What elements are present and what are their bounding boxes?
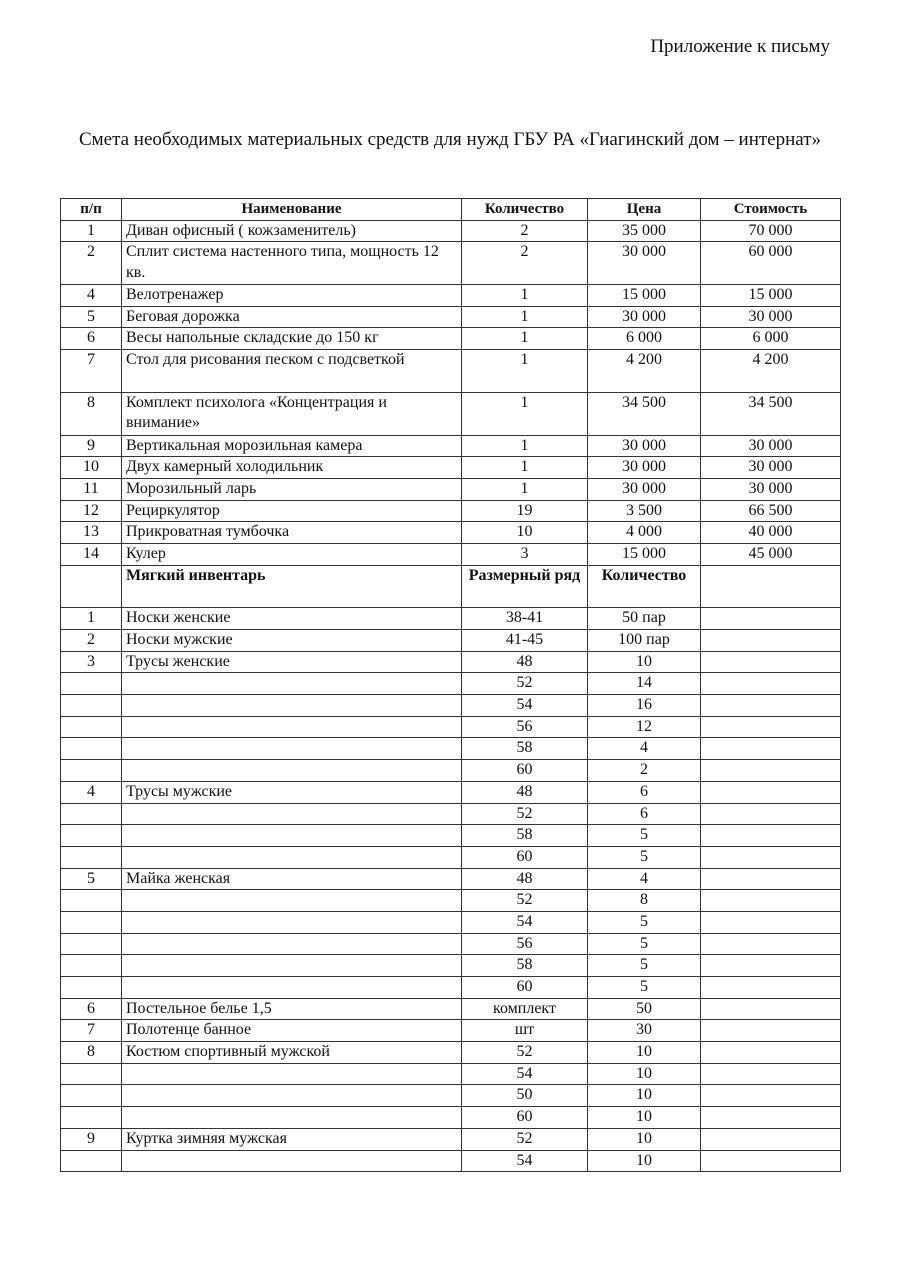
empty-cell	[701, 933, 841, 955]
item-size: комплект	[462, 998, 588, 1020]
empty-cell	[701, 955, 841, 977]
item-name: Беговая дорожка	[122, 306, 462, 328]
item-name	[122, 825, 462, 847]
item-cost: 30 000	[701, 435, 841, 457]
row-number: 8	[61, 1042, 122, 1064]
table-row	[61, 738, 841, 760]
item-price: 4 200	[588, 350, 701, 393]
table-row	[61, 630, 841, 652]
empty-cell	[701, 781, 841, 803]
row-number: 2	[61, 242, 122, 285]
row-number: 7	[61, 1020, 122, 1042]
item-size: 48	[462, 781, 588, 803]
item-cost: 60 000	[701, 242, 841, 285]
table-row	[61, 350, 841, 393]
table-row	[61, 1150, 841, 1172]
item-size: 58	[462, 738, 588, 760]
item-name	[122, 911, 462, 933]
column-header-name: Наименование	[122, 199, 462, 221]
row-number	[61, 803, 122, 825]
column-header-cost: Стоимость	[701, 199, 841, 221]
item-name	[122, 673, 462, 695]
item-quantity: 6	[588, 803, 701, 825]
item-quantity: 100 пар	[588, 630, 701, 652]
item-cost: 15 000	[701, 285, 841, 307]
table-row	[61, 1020, 841, 1042]
item-quantity: 1	[462, 457, 588, 479]
soft-inventory-header	[61, 565, 841, 608]
empty-cell	[701, 890, 841, 912]
item-size: 56	[462, 716, 588, 738]
soft-quantity-header: Количество	[588, 565, 701, 608]
item-name: Вертикальная морозильная камера	[122, 435, 462, 457]
item-quantity: 50 пар	[588, 608, 701, 630]
item-quantity: 10	[588, 1107, 701, 1129]
item-name: Кулер	[122, 543, 462, 565]
table-row	[61, 285, 841, 307]
row-number	[61, 695, 122, 717]
item-price: 30 000	[588, 306, 701, 328]
row-number: 13	[61, 522, 122, 544]
item-size: 38-41	[462, 608, 588, 630]
empty-cell	[701, 868, 841, 890]
row-number: 4	[61, 781, 122, 803]
table-row	[61, 955, 841, 977]
item-name	[122, 955, 462, 977]
item-name: Носки мужские	[122, 630, 462, 652]
empty-cell	[701, 998, 841, 1020]
row-number	[61, 1063, 122, 1085]
item-price: 30 000	[588, 435, 701, 457]
item-price: 6 000	[588, 328, 701, 350]
item-cost: 30 000	[701, 478, 841, 500]
table-row	[61, 1063, 841, 1085]
item-quantity: 10	[588, 1042, 701, 1064]
item-quantity: 1	[462, 392, 588, 435]
item-size: 60	[462, 846, 588, 868]
row-number	[61, 846, 122, 868]
row-number: 2	[61, 630, 122, 652]
empty-cell	[701, 738, 841, 760]
empty-cell	[701, 1107, 841, 1129]
item-name: Куртка зимняя мужская	[122, 1128, 462, 1150]
row-number: 10	[61, 457, 122, 479]
table-row	[61, 1107, 841, 1129]
item-quantity: 1	[462, 306, 588, 328]
item-quantity: 10	[588, 1085, 701, 1107]
table-row	[61, 608, 841, 630]
item-name: Трусы мужские	[122, 781, 462, 803]
table-row	[61, 435, 841, 457]
row-number	[61, 890, 122, 912]
table-row	[61, 695, 841, 717]
table-row	[61, 500, 841, 522]
table-row	[61, 478, 841, 500]
item-name	[122, 1150, 462, 1172]
item-name	[122, 1063, 462, 1085]
item-quantity: 50	[588, 998, 701, 1020]
item-cost: 30 000	[701, 457, 841, 479]
item-name: Костюм спортивный мужской	[122, 1042, 462, 1064]
row-number	[61, 716, 122, 738]
row-number: 4	[61, 285, 122, 307]
row-number	[61, 955, 122, 977]
item-quantity: 19	[462, 500, 588, 522]
item-name: Майка женская	[122, 868, 462, 890]
item-size: 52	[462, 803, 588, 825]
empty-cell	[701, 1020, 841, 1042]
empty-cell	[701, 1042, 841, 1064]
table-row	[61, 760, 841, 782]
item-size: 52	[462, 890, 588, 912]
item-name: Рециркулятор	[122, 500, 462, 522]
item-quantity: 5	[588, 911, 701, 933]
item-quantity: 5	[588, 955, 701, 977]
item-name	[122, 846, 462, 868]
item-quantity: 14	[588, 673, 701, 695]
row-number: 3	[61, 651, 122, 673]
item-name: Диван офисный ( кожзаменитель)	[122, 220, 462, 242]
row-number	[61, 911, 122, 933]
soft-inventory-title: Мягкий инвентарь	[122, 565, 462, 608]
column-header-quantity: Количество	[462, 199, 588, 221]
soft-inventory-section	[61, 608, 841, 1172]
item-quantity: 2	[588, 760, 701, 782]
empty-cell	[701, 695, 841, 717]
item-size: 48	[462, 651, 588, 673]
empty-cell	[701, 673, 841, 695]
item-quantity: 8	[588, 890, 701, 912]
item-size: 54	[462, 1063, 588, 1085]
item-cost: 70 000	[701, 220, 841, 242]
empty-cell	[701, 825, 841, 847]
row-number: 12	[61, 500, 122, 522]
item-quantity: 10	[462, 522, 588, 544]
column-header-price: Цена	[588, 199, 701, 221]
size-range-header: Размерный ряд	[462, 565, 588, 608]
row-number: 6	[61, 998, 122, 1020]
item-price: 35 000	[588, 220, 701, 242]
item-name	[122, 716, 462, 738]
item-name: Морозильный ларь	[122, 478, 462, 500]
subheader-empty-cell	[701, 565, 841, 608]
row-number	[61, 825, 122, 847]
item-name	[122, 933, 462, 955]
table-row	[61, 543, 841, 565]
item-price: 30 000	[588, 457, 701, 479]
item-quantity: 10	[588, 1128, 701, 1150]
table-row	[61, 933, 841, 955]
item-name: Велотренажер	[122, 285, 462, 307]
item-name: Весы напольные складские до 150 кг	[122, 328, 462, 350]
item-quantity: 1	[462, 435, 588, 457]
item-size: 48	[462, 868, 588, 890]
item-quantity: 1	[462, 285, 588, 307]
item-name	[122, 1107, 462, 1129]
row-number: 5	[61, 868, 122, 890]
item-cost: 6 000	[701, 328, 841, 350]
row-number: 5	[61, 306, 122, 328]
table-row	[61, 1085, 841, 1107]
item-cost: 66 500	[701, 500, 841, 522]
row-number	[61, 933, 122, 955]
item-size: 52	[462, 1042, 588, 1064]
item-name	[122, 695, 462, 717]
item-size: 60	[462, 977, 588, 999]
item-size: 41-45	[462, 630, 588, 652]
item-name	[122, 890, 462, 912]
table-row	[61, 868, 841, 890]
item-name: Постельное белье 1,5	[122, 998, 462, 1020]
item-cost: 4 200	[701, 350, 841, 393]
item-size: 54	[462, 1150, 588, 1172]
table-row	[61, 1128, 841, 1150]
table-row	[61, 651, 841, 673]
item-name	[122, 1085, 462, 1107]
table-row	[61, 522, 841, 544]
item-size: 54	[462, 911, 588, 933]
item-name	[122, 760, 462, 782]
empty-cell	[701, 608, 841, 630]
item-cost: 45 000	[701, 543, 841, 565]
table-row	[61, 998, 841, 1020]
empty-cell	[701, 846, 841, 868]
item-quantity: 5	[588, 977, 701, 999]
item-quantity: 2	[462, 220, 588, 242]
table-row	[61, 673, 841, 695]
item-size: 52	[462, 673, 588, 695]
empty-cell	[701, 630, 841, 652]
row-number: 7	[61, 350, 122, 393]
table-row	[61, 846, 841, 868]
table-row	[61, 781, 841, 803]
item-price: 3 500	[588, 500, 701, 522]
item-name: Стол для рисования песком с подсветкой	[122, 350, 462, 393]
item-quantity: 10	[588, 1063, 701, 1085]
item-quantity: 12	[588, 716, 701, 738]
item-cost: 30 000	[701, 306, 841, 328]
item-name: Комплект психолога «Концентрация и внимание»	[122, 392, 462, 435]
row-number	[61, 1085, 122, 1107]
row-number	[61, 673, 122, 695]
table-row	[61, 977, 841, 999]
item-size: 50	[462, 1085, 588, 1107]
item-size: 58	[462, 825, 588, 847]
item-size: 52	[462, 1128, 588, 1150]
row-number: 1	[61, 220, 122, 242]
empty-cell	[701, 1150, 841, 1172]
item-size: 58	[462, 955, 588, 977]
table-row	[61, 392, 841, 435]
table-row	[61, 457, 841, 479]
item-cost: 34 500	[701, 392, 841, 435]
item-quantity: 10	[588, 651, 701, 673]
table-row	[61, 911, 841, 933]
item-quantity: 6	[588, 781, 701, 803]
item-name: Сплит система настенного типа, мощность 12 кв.	[122, 242, 462, 285]
item-quantity: 5	[588, 846, 701, 868]
equipment-section	[61, 220, 841, 565]
item-quantity: 3	[462, 543, 588, 565]
soft-inventory-subheader-row	[61, 565, 841, 608]
subheader-empty-cell	[61, 565, 122, 608]
item-price: 30 000	[588, 242, 701, 285]
empty-cell	[701, 803, 841, 825]
table-row	[61, 1042, 841, 1064]
table-row	[61, 242, 841, 285]
row-number	[61, 1107, 122, 1129]
item-name	[122, 977, 462, 999]
item-cost: 40 000	[701, 522, 841, 544]
table-header-row	[61, 199, 841, 221]
item-name: Носки женские	[122, 608, 462, 630]
empty-cell	[701, 977, 841, 999]
item-size: 60	[462, 1107, 588, 1129]
item-quantity: 2	[462, 242, 588, 285]
item-price: 30 000	[588, 478, 701, 500]
row-number: 9	[61, 1128, 122, 1150]
table-row	[61, 306, 841, 328]
table-row	[61, 825, 841, 847]
row-number: 6	[61, 328, 122, 350]
item-name: Двух камерный холодильник	[122, 457, 462, 479]
item-price: 15 000	[588, 285, 701, 307]
item-price: 4 000	[588, 522, 701, 544]
row-number: 1	[61, 608, 122, 630]
item-name: Полотенце банное	[122, 1020, 462, 1042]
empty-cell	[701, 716, 841, 738]
item-size: 56	[462, 933, 588, 955]
column-header-number: п/п	[61, 199, 122, 221]
item-quantity: 1	[462, 478, 588, 500]
table-row	[61, 803, 841, 825]
table-row	[61, 328, 841, 350]
empty-cell	[701, 1063, 841, 1085]
empty-cell	[701, 651, 841, 673]
empty-cell	[701, 911, 841, 933]
item-name: Прикроватная тумбочка	[122, 522, 462, 544]
item-quantity: 1	[462, 328, 588, 350]
item-size: 54	[462, 695, 588, 717]
item-quantity: 4	[588, 868, 701, 890]
row-number: 11	[61, 478, 122, 500]
item-name	[122, 738, 462, 760]
item-quantity: 5	[588, 825, 701, 847]
row-number	[61, 738, 122, 760]
row-number: 8	[61, 392, 122, 435]
row-number	[61, 977, 122, 999]
row-number: 14	[61, 543, 122, 565]
table-row	[61, 890, 841, 912]
item-quantity: 4	[588, 738, 701, 760]
item-name: Трусы женские	[122, 651, 462, 673]
empty-cell	[701, 1085, 841, 1107]
item-quantity: 10	[588, 1150, 701, 1172]
row-number	[61, 760, 122, 782]
item-quantity: 5	[588, 933, 701, 955]
item-quantity: 30	[588, 1020, 701, 1042]
document-title: Смета необходимых материальных средств для нужд ГБУ РА «Гиагинский дом – интернат»	[78, 129, 822, 150]
table-row	[61, 716, 841, 738]
empty-cell	[701, 760, 841, 782]
item-quantity: 1	[462, 350, 588, 393]
item-price: 15 000	[588, 543, 701, 565]
item-quantity: 16	[588, 695, 701, 717]
appendix-note: Приложение к письму	[650, 36, 830, 57]
item-name	[122, 803, 462, 825]
empty-cell	[701, 1128, 841, 1150]
item-size: 60	[462, 760, 588, 782]
item-size: шт	[462, 1020, 588, 1042]
table-row	[61, 220, 841, 242]
item-price: 34 500	[588, 392, 701, 435]
estimate-table	[60, 198, 841, 1172]
row-number	[61, 1150, 122, 1172]
row-number: 9	[61, 435, 122, 457]
